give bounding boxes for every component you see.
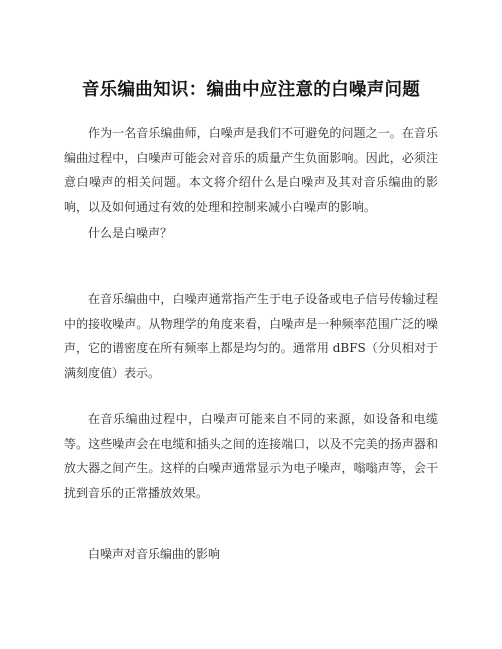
document-title: 音乐编曲知识：编曲中应注意的白噪声问题 (81, 80, 421, 100)
section-heading-impact: 白噪声对音乐编曲的影响 (88, 547, 221, 561)
section-heading-what-is-white-noise: 什么是白噪声？ (88, 226, 173, 240)
intro-paragraph: 作为一名音乐编曲师，白噪声是我们不可避免的问题之一。在音乐编曲过程中，白噪声可能会对音乐的质量产生负面影响。因此，必须注意白噪声的相关问题。本文将介绍什么是白噪声及其对音乐编曲的影响，以及如何通过有效的处理和控制来减小白噪声的影响。 (64, 126, 438, 214)
sources-paragraph: 在音乐编曲过程中，白噪声可能来自不同的来源，如设备和电缆等。这些噪声会在电缆和插头之间的连接端口，以及不完美的扬声器和放大器之间产生。这样的白噪声通常显示为电子噪声，嗡嗡声等，会干扰到音乐的正常播放效果。 (64, 412, 438, 500)
definition-paragraph: 在音乐编曲中，白噪声通常指产生于电子设备或电子信号传输过程中的接收噪声。从物理学的角度来看，白噪声是一种频率范围广泛的噪声，它的谱密度在所有频率上都是均匀的。通常用 dBFS（分贝相对于满刻度值）表示。 (64, 292, 438, 380)
